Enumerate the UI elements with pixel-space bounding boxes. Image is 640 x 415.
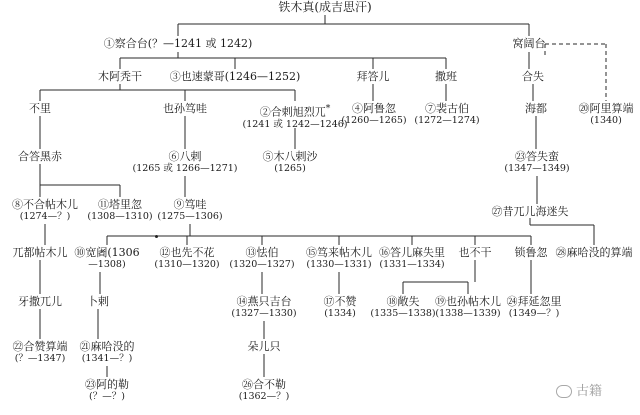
node-kebek [229,246,294,271]
node-dates: (1349—？) [508,308,560,319]
node-qabul [239,378,290,403]
node-dates: (？—1347) [14,353,66,364]
node-bula [87,295,109,308]
node-dates: (1338—1339) [435,308,501,319]
node-yesun-temur [435,295,501,320]
node-wokuotai [513,37,546,50]
node-xiwuerhaimishi [492,205,569,218]
node-dates: (1265 或 1266—1271) [132,163,238,174]
node-ilchigidai [231,295,296,320]
node-name: 兀都帖木儿 [12,246,68,259]
node-dates: (1310—1320) [154,259,220,270]
watermark-text: 古籍 [576,384,603,399]
node-name: 卜剌 [87,295,109,308]
node-esen-buqa [154,246,219,271]
node-suluhu [515,246,548,259]
watermark [556,380,602,399]
node-chagatai [104,37,253,50]
node-name: ⑪塔里忽 [98,198,142,211]
node-name: ⑳阿里算端 [578,102,634,115]
node-bayan-qul [507,295,562,320]
node-name: ①察合台(？—1241 或 1242) [103,37,253,50]
node-yasaur [18,295,62,308]
node-name: ⑰不赞 [323,295,357,308]
node-duolaitiemuer [306,246,372,271]
node-name: 锁鲁忽 [514,246,548,259]
node-alghu [341,102,406,127]
node-yesun-dowa [163,102,207,115]
node-uda-temur [13,246,68,259]
node-yebugan [459,246,492,259]
node-name: ⑨笃哇 [173,198,207,211]
node-buzan [324,295,357,320]
node-qazan-sultan [13,340,68,365]
node-name: ⑯答儿麻失里 [379,246,445,259]
node-ali-sultan [579,102,634,127]
node-qara-hulegu [243,102,348,131]
node-name: ⑭燕只吉台 [236,295,292,308]
node-dates: (1274—？) [19,211,71,222]
node-buli [29,102,51,115]
node-hashi [522,70,544,83]
node-haidu [525,102,547,115]
node-dates: (1347—1349) [504,163,570,174]
node-baidaer [357,70,390,83]
node-name: 撒班 [435,70,457,83]
node-name: ㉑麻哈没的 [79,340,135,353]
node-name: 合答黑赤 [18,150,62,163]
node-mubarak-shah-2 [263,150,318,175]
node-name: 也不干 [458,246,492,259]
node-name: 也孙笃哇 [163,102,207,115]
node-name: ⑲也孙帖木儿 [435,295,501,308]
node-name: ㉒合赞算端 [12,340,68,353]
node-dates: (1327—1330) [231,308,297,319]
node-mubarak-shah [414,102,479,127]
node-dates: (1265) [274,163,306,174]
node-name: 拜答儿 [356,70,390,83]
node-dates: (1241 或 1242—1246) [242,118,348,130]
node-dates: (1331—1334) [379,259,445,270]
node-name: 铁木真(成吉思汗) [278,0,372,14]
node-name: 牙撒兀儿 [18,295,62,308]
node-name: ㉓阿的勒 [85,378,129,391]
node-barak [133,150,238,175]
node-mutugen [98,70,142,83]
node-name: ㉓答失蛮 [515,150,559,163]
node-mahmud [80,340,135,365]
node-name: 不里 [29,102,51,115]
node-name: ⑦裴古伯 [425,102,469,115]
node-name: ⑤木八剌沙 [262,150,318,163]
node-name: 窝阔台 [512,37,546,50]
node-name: ⑬怯伯 [245,246,279,259]
node-name: 木阿秃干 [98,70,142,83]
node-name: ⑱敞失 [386,295,420,308]
node-dates: (1308—1310) [87,211,153,222]
node-dashiman [504,150,569,175]
node-dates: (1362—？) [238,391,290,402]
node-hedaheichi [18,150,62,163]
node-name: ⑫也先不花 [159,246,215,259]
node-dates: —1308) [88,259,126,270]
node-duwa [157,198,222,223]
chat-bubble-icon [556,385,572,398]
node-name: ④阿鲁忽 [352,102,396,115]
node-name: ⑩宽阇(1306 [74,246,140,259]
node-dates: (1341—？) [81,353,133,364]
stray-dot [155,235,158,238]
footnote-mark: * [325,103,331,114]
node-name: ⑮笃来帖木儿 [306,246,372,259]
node-duorerzhi [248,340,281,353]
node-gunjuk [74,246,139,271]
node-changshi [370,295,435,320]
node-yesu-mongke [170,70,301,83]
node-dates: (1320—1327) [229,259,295,270]
node-mahamad-sultan [556,246,633,259]
node-buqa-temur [12,198,78,223]
node-name: ㉗昔兀儿海迷失 [491,205,569,218]
node-name: ②合剌旭烈兀 [259,105,326,119]
node-name: ㉔拜延忽里 [506,295,562,308]
node-dates: (1260—1265) [341,115,407,126]
node-dates: (1330—1331) [306,259,372,270]
node-name: ③也速蒙哥(1246—1252) [169,70,301,83]
node-temujin [278,1,371,14]
node-name: ㉖合不勒 [242,378,286,391]
node-dates: (？—？) [89,391,125,402]
node-name: ⑧不合帖木儿 [12,198,78,211]
node-name: 合失 [522,70,544,83]
node-saban [435,70,457,83]
node-dates: (1334) [324,308,356,319]
node-name: 朵儿只 [247,340,281,353]
node-dates: (1335—1338) [370,308,436,319]
node-tarmashirin [379,246,445,271]
node-dates: (1275—1306) [157,211,223,222]
node-name: ⑥八剌 [168,150,202,163]
node-dates: (1272—1274) [414,115,480,126]
node-adil [85,378,129,403]
node-name: ㉘麻哈没的算端 [555,246,633,259]
node-name: 海都 [525,102,547,115]
node-dates: (1340) [590,115,622,126]
node-taliqu [87,198,152,223]
